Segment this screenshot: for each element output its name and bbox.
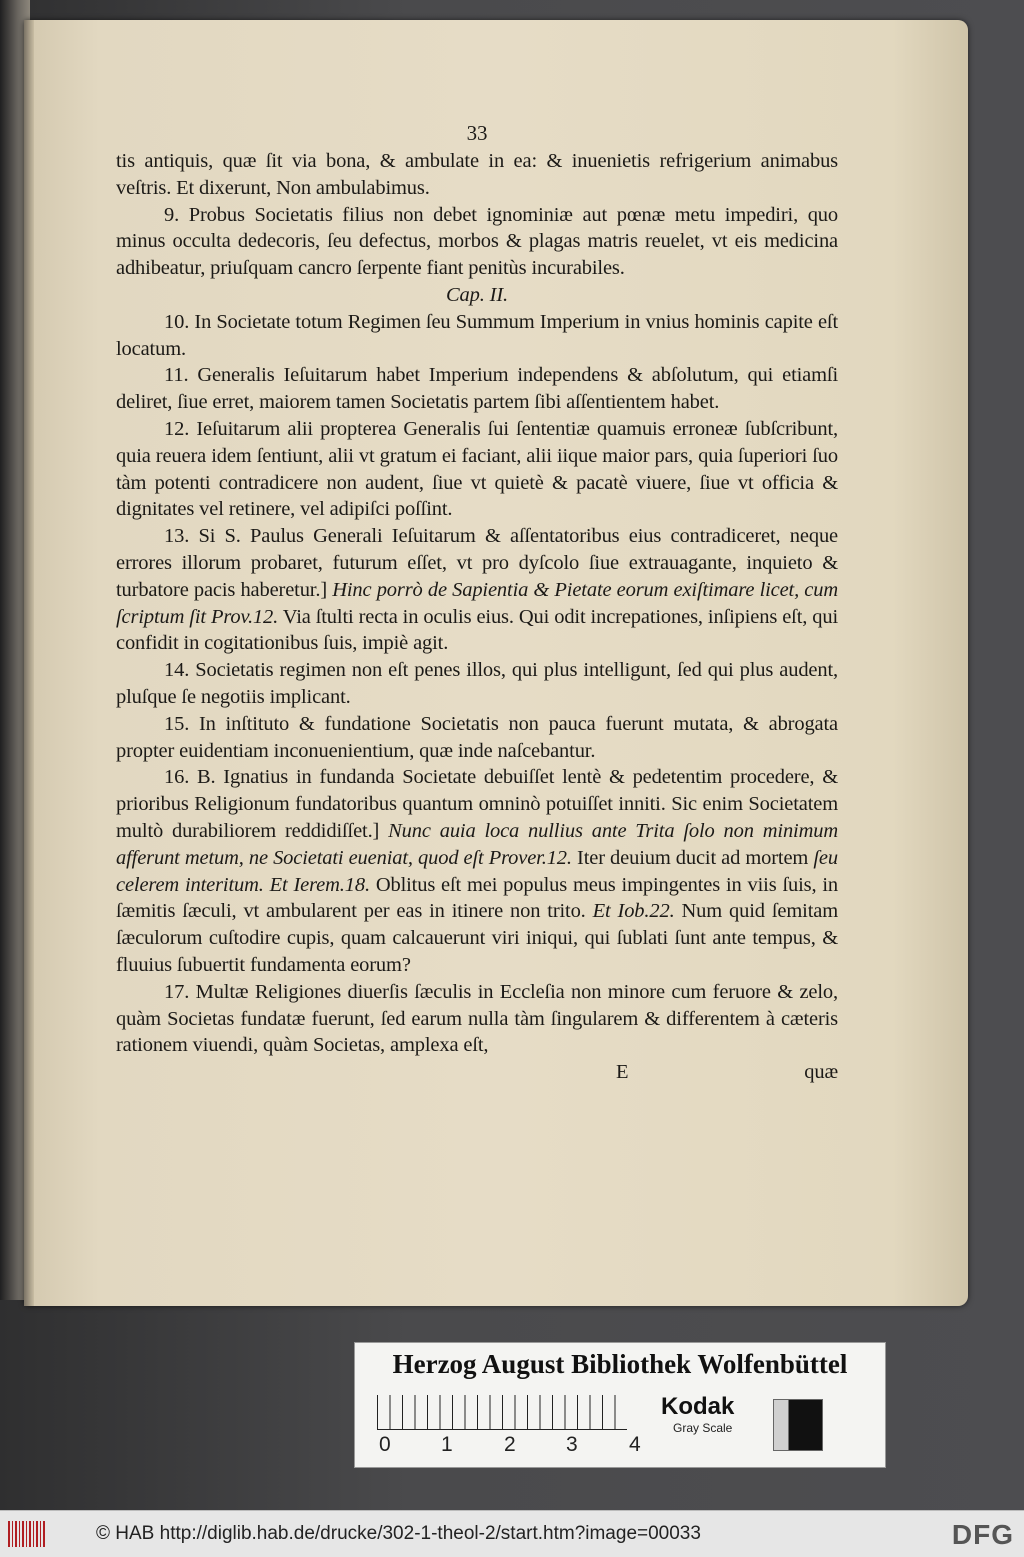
paragraph-13 — [116, 523, 838, 657]
library-name: Herzog August Bibliothek Wolfenbüttel — [392, 1349, 848, 1379]
paragraph-9: 9. Probus Societatis filius non debet ignominiæ aut pœnæ metu impediri, quo minus occulta dedecoris, ſeu defectus, morbos & plagas matris reuelet, vt eis medicina adhibeatur, priuſquam cancro ſerpente fiant penitùs incurabiles. — [116, 203, 838, 280]
paragraph-11: 11. Generalis Ieſuitarum habet Imperium independens & abſolutum, qui etiamſi deliret, ſiue erret, maiorem tamen Societatis partem ſibi aſſentientem habet. — [116, 364, 838, 414]
paragraph-16 — [116, 764, 838, 978]
citation-link[interactable]: © HAB http://diglib.hab.de/drucke/302-1-theol-2/start.htm?image=00033 — [96, 1523, 701, 1544]
paragraph-17: 17. Multæ Religiones diuerſis ſæculis in Eccleſia non minore cum feruore & zelo, quàm Societas fundatæ fuerunt, ſed earum nulla tàm ſingularem & differentem à cæteris rationem viuendi, quàm Societas, amplexa eſt, — [116, 980, 838, 1057]
ruler-number: 1 — [441, 1433, 453, 1456]
footer-bar — [0, 1510, 1024, 1557]
paragraph-16-italic-3: Et Iob.22. — [592, 900, 675, 923]
paragraph-16-quote-3: Num quid ſemitam ſæculorum cuſtodire cupis, quam calcauerunt viri iniqui, qui ſublati ſunt ante tempus, & fluuius ſubuertit fundamenta eorum? — [116, 900, 838, 976]
ruler-number: 0 — [379, 1433, 391, 1456]
signature-mark: E — [616, 1061, 629, 1084]
page-number: 33 — [466, 121, 488, 145]
paragraph-15: 15. In inſtituto & fundatione Societatis non pauca fuerunt mutata, & abrogata propter euidentiam inconuenientium, quæ inde naſcebantur. — [116, 712, 838, 762]
paragraph-10: 10. In Societate totum Regimen ſeu Summum Imperium in vnius hominis capite eſt locatum. — [116, 310, 838, 360]
paragraph-12: 12. Ieſuitarum alii propterea Generalis ſui ſententiæ quamuis erroneæ ſubſcribunt, quia reuera idem ſentiunt, alii vt gratum ei faciant, alii iique maior pars, quia ſuperiori ſuo tàm potenti contradicere non audent, ſiue vt quietè & pacatè viuere, ſiue vt officia & dignitates vel retinere, vel adipiſci poſſint. — [116, 417, 838, 521]
gray-scale-patch — [773, 1399, 823, 1451]
page-text — [116, 118, 838, 1087]
paragraph-13-text: 13. Si S. Paulus Generali Ieſuitarum & aſſentatoribus eius contradiceret, neque errores illorum probaret, futurum eſſet, vt pro dyſcolo ſiue extrauagante, inquieto & turbatore pacis haberetur.] — [116, 525, 838, 601]
paragraph-14: 14. Societatis regimen non eſt penes illos, qui plus intelligunt, ſed qui plus audent, pluſque ſe negotiis implicant. — [116, 659, 838, 708]
paragraph-16-text: 16. B. Ignatius in fundanda Societate debuiſſet lentè & pedetentim procedere, & prioribus Religionum fundatoribus quantum omninò potuiſſet inniti. Sic enim Societatem multò durabiliorem reddidiſſet.] — [116, 766, 838, 842]
ruler-number: 4 — [629, 1433, 641, 1456]
paragraph-continuation: tis antiquis, quæ ſit via bona, & ambulate in ea: & inuenietis refrigerium animabus veſtris. Et dixerunt, Non ambulabimus. — [116, 150, 838, 199]
paragraph-16-italic-1: Nunc auia loca nullius ante Trita ſolo non minimum afferunt metum, ne Societati eueniat, quod eſt Prover.12. — [116, 819, 838, 869]
ruler-number: 3 — [566, 1433, 578, 1456]
page-foot — [116, 1059, 838, 1087]
chapter-heading: Cap. II. — [445, 283, 508, 306]
page-gutter — [24, 20, 34, 1306]
paragraph-16-italic-2: ſeu celerem interitum. Et Ierem.18. — [116, 846, 838, 896]
color-reference-card — [354, 1342, 886, 1468]
ruler-number: 2 — [504, 1433, 516, 1456]
barcode-icon — [8, 1521, 46, 1547]
ruler-scale — [377, 1395, 627, 1430]
gray-scale-label: Gray Scale — [673, 1421, 733, 1435]
dfg-logo: DFG — [951, 1519, 1014, 1550]
catchword: quæ — [804, 1061, 838, 1084]
paragraph-13-quote: Via ſtulti recta in oculis eius. Qui odit increpationes, inſipiens eſt, qui confidit in cogitationibus ſuis, impiè agit. — [116, 605, 838, 655]
paragraph-13-italic: Hinc porrò de Sapientia & Pietate eorum exiſtimare licet, cum ſcriptum ſit Prov.12. — [116, 578, 838, 628]
paragraph-16-quote-1: Iter deuium ducit ad mortem — [577, 846, 809, 869]
kodak-logo: Kodak — [661, 1393, 735, 1420]
paragraph-16-quote-2: Oblitus eſt mei populus meus impingentes in viis ſuis, in ſæmitis ſæculi, vt ambularent per eas in itinere non trito. — [116, 873, 838, 923]
